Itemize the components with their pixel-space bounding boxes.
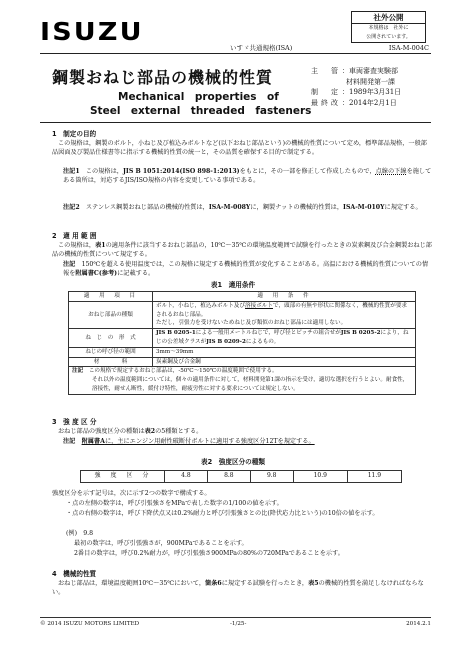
- table-1: [68, 291, 416, 395]
- table-cell: 11.9: [347, 471, 401, 483]
- table-cell: ねじの呼び径の範囲: [69, 347, 153, 357]
- table-cell: 炭素鋼及び合金鋼: [153, 357, 416, 367]
- table-2: [80, 470, 402, 483]
- section-2-paragraph: この規格は，表1の適用条件に該当するおねじ部品の，10℃〜35℃の環境温度範囲で試験を行ったときの炭素鋼及び合金鋼製おねじ部品の機械的性質について規定する。: [52, 242, 432, 258]
- section-4-paragraph: おねじ部品は，環境温度範囲10℃〜35℃において，箇条6に規定する試験を行ったとき，表5の機械的性質を満足しなければならない。: [52, 580, 424, 596]
- page-footer: [40, 617, 431, 627]
- table-cell: JIS B 0205-1による一般用メートルねじで，呼び径とピッチの組合せがJIS B 0205-2により，ねじの公差域クラスがJIS B 0209-2によるもの。: [153, 329, 416, 348]
- section-1-note-2: 注記2 ステンレス鋼製おねじ部品の機械的性質は，ISA-M-008Yに，鋼製ナットの機械的性質は，ISA-M-010Yに規定する。: [63, 204, 422, 211]
- isuzu-logo: ISUZU: [40, 17, 144, 46]
- example-label: (例) 9.8: [66, 530, 94, 537]
- table-cell: 8.8: [207, 471, 250, 483]
- section-4-heading: 4 機械的性質: [52, 570, 97, 578]
- example-line-2: 2番目の数字は，呼び0.2%耐力が，呼び引張強さ900MPaの80%の720MPaであることを示す。: [74, 550, 344, 557]
- table-row: [81, 471, 402, 483]
- table-cell: おねじ部品の種類: [69, 301, 153, 328]
- table-row: [69, 301, 416, 328]
- table-row: [69, 329, 416, 348]
- standard-number: ISA-M-004C: [388, 44, 429, 52]
- table-cell: 4.8: [165, 471, 208, 483]
- table-row: [69, 357, 416, 367]
- section-1-heading: 1 制定の目的: [52, 130, 97, 138]
- table-cell: 3mm〜39mm: [153, 347, 416, 357]
- section-3-heading: 3 強 度 区 分: [52, 418, 97, 426]
- table-cell: ボルト，小ねじ，植込みボルト及び溶接ボルトで，頭部の有無や形状に関係なく，機械的性質が要求されるおねじ部品。 ただし，引張力を受けないためねじ及び類似のおねじ部品には適用しない。: [153, 301, 416, 328]
- section-3-bullet-1: ・点の左側の数字は，呼び引張強さをMPaで表した数字の1/100の値を示す。: [66, 500, 283, 507]
- standard-line: [40, 44, 431, 54]
- confidentiality-note: 本規格は 社外に 公開されています。: [366, 25, 411, 40]
- table-1-caption: 表1 適用条件: [210, 281, 256, 289]
- table-cell: 10.9: [293, 471, 347, 483]
- table-row: [69, 347, 416, 357]
- confidentiality-box: [351, 11, 426, 43]
- section-2-note: 注記 150℃を超える使用温度では，この規格に規定する機械的性質が変化することがある。高温における機械的性質についての情報を附属書C(参考)に記載する。: [63, 261, 429, 277]
- table-cell: 材 料: [69, 357, 153, 367]
- table-row: [69, 292, 416, 302]
- footer-copyright: © 2014 ISUZU MOTORS LIMITED: [40, 621, 140, 627]
- table-note-cell: 注記 この規格で規定するおねじ部品は，-50℃〜150℃の温度範囲で使用する。 それ以外の温度範囲については，個々の適用条件に対して，材料開発第1課の指示を受け，適切な選択を行うとよい。耐食性，溶接性，耐せん断性，緩付け特性，耐疲労性に対する要求については規定しない。: [69, 367, 416, 394]
- table-2-caption: 表2 強度区分の種類: [201, 458, 265, 466]
- section-2-heading: 2 適 用 範 囲: [52, 232, 97, 240]
- title-english-line1: Mechanical properties of: [118, 91, 279, 103]
- table-header-cell: 強 度 区 分: [81, 471, 165, 483]
- footer-page-number: -1/25-: [230, 621, 247, 627]
- title-english-line2: Steel external threaded fasteners: [90, 105, 312, 117]
- section-3-bullet-2: ・点の右側の数字は，呼び下降伏点又は0.2%耐力と呼び引張強さとの比(降伏応力比という)の10倍の値を示す。: [66, 510, 379, 517]
- section-3-paragraph-2: 強度区分を示す記号は，次に示す2つの数字で構成する。: [52, 490, 211, 497]
- table-header-cell: 適 用 条 件: [153, 292, 416, 302]
- standard-label: いすゞ共通規格(ISA): [230, 44, 293, 52]
- title-japanese: 鋼製おねじ部品の機械的性質: [52, 68, 274, 87]
- section-3-note: 注記 附属書Aに，主にエンジン用耐性破断付ボルトに適用する強度区分12Tを規定する。: [63, 438, 315, 445]
- header-rule: [40, 122, 431, 123]
- example-line-1: 最初の数字は，呼び引張強さが，900MPaであることを示す。: [74, 540, 248, 547]
- table-cell: 9.8: [250, 471, 293, 483]
- section-1-paragraph: この規格は，鋼製のボルト，小ねじ及び植込みボルトなど(以下おねじ部品という)の機械的性質について定め，標準部品規格，一般部品図面及び製品仕様書等に指示する機械的性質の統一と，その品質を確保する目的で制定する。: [52, 140, 427, 156]
- table-row: [69, 367, 416, 394]
- section-3-paragraph: おねじ部品の強度区分の種類は表2の5種類とする。: [58, 428, 203, 435]
- footer-date: 2014.2.1: [406, 621, 431, 627]
- table-cell: ね じ の 形 式: [69, 329, 153, 348]
- section-1-note-1: 注記1 この規格は，JIS B 1051:2014(ISO 898-1:2013)をもとに，その一部を修正して作成したもので，点線の下線を施してある箇所は，対応するJIS/ISO規格の内容を変更している事項である。: [63, 168, 432, 184]
- document-meta: 主 管：車両審査実験部 材料開発第一課 制 定：1989年3月31日 最終改：2014年2月1日: [311, 67, 402, 107]
- confidentiality-title: 社外公開: [352, 12, 425, 24]
- table-header-cell: 適 用 項 目: [69, 292, 153, 302]
